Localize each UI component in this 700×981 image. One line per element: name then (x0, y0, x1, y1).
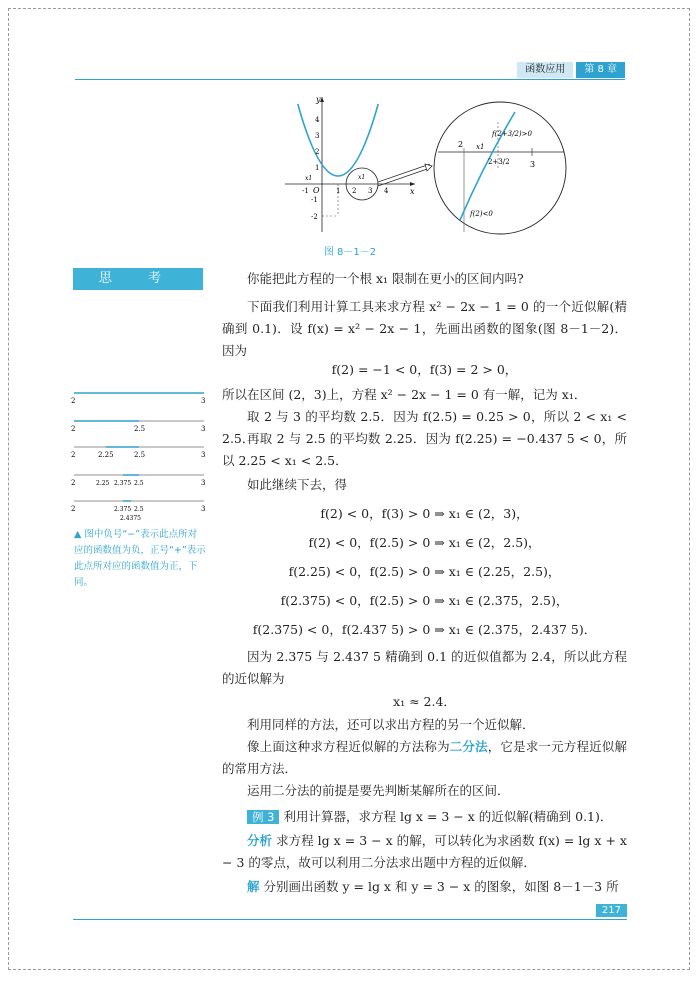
nl-label: 2.5 (134, 506, 144, 513)
example-tag: 例 3 (247, 810, 279, 824)
bisection-number-lines (68, 383, 208, 523)
x-tick: 1 (336, 187, 341, 195)
x-tick: 3 (368, 187, 373, 195)
paragraph-4: 再取 2 与 2.5 的平均数 2.25．因为 f(2.25) = −0.437 5 < 0，所以 2.25 < x₁ < 2.5． (222, 431, 627, 468)
y-tick: -1 (311, 196, 318, 204)
think-question: 你能把此方程的一个根 x₁ 限制在更小的区间内吗? (247, 271, 524, 286)
example-text: 利用计算器，求方程 lg x = 3 − x 的近似解(精确到 0.1)． (283, 809, 613, 824)
paragraph-8-b: ，它是求一元方程近似解的常用方法． (222, 739, 627, 776)
nl-label: 2.375 (114, 506, 132, 513)
bisection-step: f(2) < 0，f(3) > 0 ⇒ x₁ ∈ (2，3)， (320, 506, 529, 521)
nl-label: 2.25 (96, 480, 110, 487)
paragraph-3: 取 2 与 3 的平均数 2.5．因为 f(2.5) = 0.25 > 0，所以 2 < x₁ < 2.5． (222, 409, 627, 446)
x-axis-arrow (410, 182, 415, 186)
header-chapter: 第 8 章 (576, 62, 625, 78)
paragraph-8 (222, 736, 627, 780)
y-tick: 3 (315, 132, 320, 140)
nl-label: 2.4375 (120, 515, 141, 522)
nl-label: 2 (71, 479, 76, 487)
zoom-arrow (378, 164, 430, 182)
example-3 (222, 806, 627, 828)
parabola-curve (298, 104, 378, 176)
root-label-right: x1 (358, 174, 366, 181)
nl-label: 3 (201, 505, 206, 513)
nl-label: 2.375 (114, 480, 132, 487)
zoom-label-x1: x1 (476, 143, 485, 151)
nl-label: 2.25 (98, 451, 114, 459)
nl-label: 2.5 (134, 451, 146, 459)
nl-label: 2 (71, 451, 76, 459)
zoom-label-mid: 2+3/2 (488, 158, 510, 166)
zoom-circle (434, 102, 566, 234)
zoom-arrow-head (425, 164, 432, 171)
root-label-left: x1 (305, 175, 313, 182)
y-tick: 2 (315, 148, 320, 156)
footer-rule (73, 919, 627, 920)
page-number: 217 (596, 904, 627, 917)
bisection-step: f(2) < 0，f(2.5) > 0 ⇒ x₁ ∈ (2，2.5)， (308, 535, 541, 550)
nl-label: 3 (201, 479, 206, 487)
x-tick: 4 (384, 187, 389, 195)
solution-tag: 解 (247, 879, 260, 894)
analysis-tag: 分析 (247, 833, 273, 848)
nl-label: 3 (201, 397, 206, 405)
solution-text: 分别画出函数 y = lg x 和 y = 3 − x 的图象，如图 8－1－3 所 (263, 879, 619, 894)
bisection-step: f(2.25) < 0，f(2.5) > 0 ⇒ x₁ ∈ (2.25，2.5)， (288, 564, 561, 579)
nl-label: 2 (71, 397, 76, 405)
running-header (517, 62, 625, 78)
paragraph-9: 运用二分法的前提是要先判断某解所在的区间． (247, 783, 510, 798)
nl-label: 2.5 (134, 480, 144, 487)
zoom-curve (460, 112, 515, 220)
y-tick: 4 (315, 116, 320, 124)
paragraph-1: 下面我们利用计算工具来求方程 x² − 2x − 1 = 0 的一个近似解(精确到 0.1)．设 f(x) = x² − 2x − 1，先画出函数的图象(图 8－1－2)．因为 (222, 299, 627, 358)
x-tick: 2 (352, 187, 357, 195)
zoom-label-2: 2 (458, 140, 464, 149)
header-topic: 函数应用 (517, 62, 573, 78)
header-rule (75, 79, 625, 80)
y-tick: 1 (315, 164, 320, 172)
nl-label: 2 (71, 505, 76, 513)
nl-label: 2 (71, 425, 76, 433)
figure-caption: 图 8－1－2 (323, 247, 377, 258)
function-graph-figure (280, 92, 570, 242)
y-tick: -2 (311, 213, 318, 221)
zoom-arrow-2 (378, 168, 430, 186)
zoom-label-3: 3 (530, 160, 536, 169)
y-axis-label: y (316, 95, 321, 104)
bisection-step: f(2.375) < 0，f(2.437 5) > 0 ⇒ x₁ ∈ (2.375，2.437 5)． (252, 622, 597, 637)
paragraph-6: 因为 2.375 与 2.437 5 精确到 0.1 的近似值都为 2.4，所以此方程的近似解为 (222, 649, 627, 686)
nl-label: 3 (201, 451, 206, 459)
sidebar-think-title: 思 考 (73, 268, 203, 290)
equation-2: x₁ ≈ 2.4． (393, 694, 456, 709)
equation-1: f(2) = −1 < 0，f(3) = 2 > 0， (331, 362, 518, 377)
zoom-label-f2: f(2)<0 (470, 210, 493, 218)
solution (222, 876, 627, 898)
paragraph-7: 利用同样的方法，还可以求出方程的另一个近似解． (247, 717, 535, 732)
origin-label: O (313, 186, 320, 195)
nl-label: 3 (201, 425, 206, 433)
analysis (222, 830, 627, 874)
x-axis-label: x (410, 187, 415, 196)
term-bisection: 二分法 (449, 739, 488, 754)
nl-label: 2.5 (134, 425, 146, 433)
sidebar-note: ▲ 图中负号“−”表示此点所对应的函数值为负，正号“+”表示此点所对应的函数值为正，下同。 (74, 529, 206, 588)
paragraph-5: 如此继续下去，得 (247, 477, 348, 492)
analysis-text: 求方程 lg x = 3 − x 的解，可以转化为求函数 f(x) = lg x + x − 3 的零点，故可以利用二分法求出题中方程的近似解． (222, 833, 627, 870)
y-axis-arrow (320, 97, 324, 102)
bisection-step: f(2.375) < 0，f(2.5) > 0 ⇒ x₁ ∈ (2.375，2.5)， (280, 593, 569, 608)
x-tick: -1 (302, 187, 309, 195)
zoom-label-fmid: f(2+3/2)>0 (492, 130, 532, 138)
paragraph-8-a: 像上面这种求方程近似解的方法称为 (247, 739, 450, 754)
paragraph-2: 所以在区间 (2，3)上，方程 x² − 2x − 1 = 0 有一解，记为 x₁． (222, 387, 587, 402)
